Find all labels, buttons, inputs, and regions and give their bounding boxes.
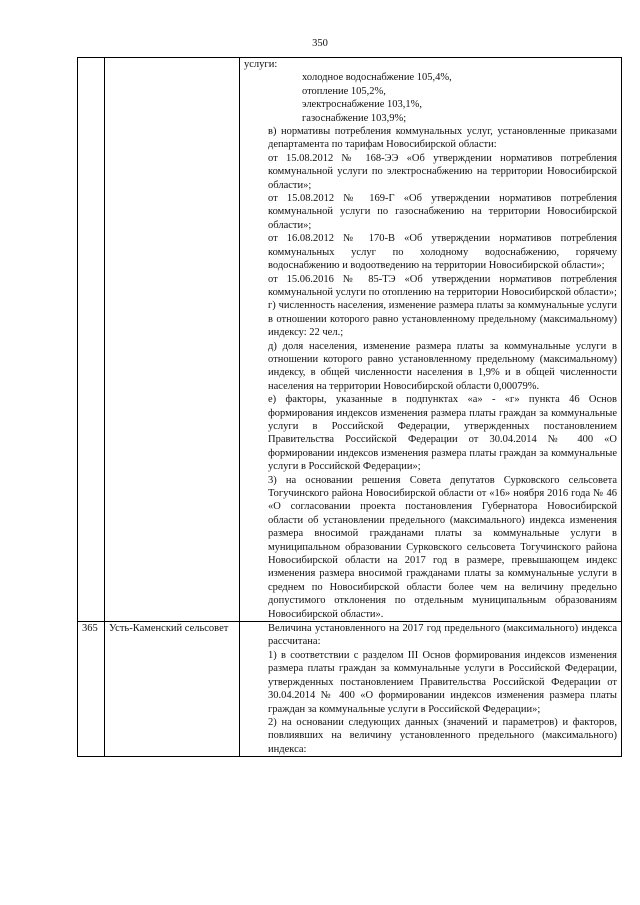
page-number: 350 bbox=[312, 38, 328, 49]
row-text bbox=[240, 58, 622, 622]
paragraph: 1) в соответствии с разделом III Основ формирования индексов изменения размера платы граждан за коммунальные услуги в Российской Федерации, утвержденных постановлением Правительства Российской Федерации от 30.04.2014 № 400 «О формировании индексов изменения размера платы граждан за коммунальные услуги в Российской Федерации»; bbox=[268, 649, 617, 715]
paragraph: 3) на основании решения Совета депутатов Сурковского сельсовета Тогучинского района Новосибирской области от «16» ноября 2016 года № 46 «О согласовании проекта постановления Губернатора Новосибирской области об установлении предельного (максимального) индекса изменения размера вносимой гражданами платы за коммунальные услуги в муниципальном образовании Сурковского сельсовета Тогучинского района Новосибирской области на 2017 год в размере, превышающем индекс изменения размера вносимой гражданами платы за коммунальные услуги в среднем по Новосибирской области более чем на величину предельно допустимого отклонения по отдельным муниципальным образованиям Новосибирской области». bbox=[268, 474, 617, 620]
paragraph: д) доля населения, изменение размера платы за коммунальные услуги в отношении которого равно установленному предельному (максимальному) индексу, в общей численности населения в 1,9% и в общей численности населения на территории Новосибирской области 0,00079%. bbox=[268, 340, 617, 392]
paragraph: е) факторы, указанные в подпунктах «а» - «г» пункта 46 Основ формирования индексов изменения размера платы граждан за коммунальные услуги в Российской Федерации, утвержденных постановлением Правительства Российской Федерации от 30.04.2014 № 400 «О формировании индексов изменения размера платы граждан за коммунальные услуги в Российской Федерации»; bbox=[268, 394, 617, 473]
row-text bbox=[240, 622, 622, 757]
row-number: 365 bbox=[78, 622, 105, 757]
paragraph: холодное водоснабжение 105,4%, bbox=[302, 72, 452, 84]
paragraph: в) нормативы потребления коммунальных услуг, установленные приказами департамента по тарифам Новосибирской области: bbox=[268, 126, 617, 151]
row-number bbox=[78, 58, 105, 622]
table-row bbox=[78, 58, 622, 622]
paragraph: г) численность населения, изменение размера платы за коммунальные услуги в отношении которого равно установленному предельному (максимальному) индексу: 22 чел.; bbox=[268, 300, 617, 339]
paragraph: электроснабжение 103,1%, bbox=[302, 99, 422, 111]
paragraph: Величина установленного на 2017 год предельного (максимального) индекса рассчитана: bbox=[268, 623, 617, 648]
paragraph: отопление 105,2%, bbox=[302, 85, 386, 97]
paragraph: от 15.06.2016 № 85-ТЭ «Об утверждении нормативов потребления коммунальной услуги по отоплению на территории Новосибирской области»; bbox=[268, 273, 617, 298]
table-row bbox=[78, 622, 622, 757]
paragraph: услуги: bbox=[244, 59, 278, 70]
paragraph: 2) на основании следующих данных (значений и параметров) и факторов, повлиявших на величину установленного предельного (максимального) индекса: bbox=[268, 716, 617, 755]
paragraph: от 15.08.2012 № 169-Г «Об утверждении нормативов потребления коммунальной услуги по газоснабжению на территории Новосибирской области»; bbox=[268, 193, 617, 231]
municipality-name: Усть-Каменский сельсовет bbox=[105, 622, 240, 757]
municipality-name bbox=[105, 58, 240, 622]
paragraph: от 15.08.2012 № 168-ЭЭ «Об утверждении нормативов потребления коммунальной услуги по электроснабжению на территории Новосибирской области»; bbox=[268, 152, 617, 191]
paragraph: от 16.08.2012 № 170-В «Об утверждении нормативов потребления коммунальных услуг по холодному водоснабжению, горячему водоснабжению и водоотведению на территории Новосибирской области»; bbox=[268, 233, 617, 272]
document-table bbox=[77, 57, 622, 757]
paragraph: газоснабжение 103,9%; bbox=[302, 112, 407, 124]
